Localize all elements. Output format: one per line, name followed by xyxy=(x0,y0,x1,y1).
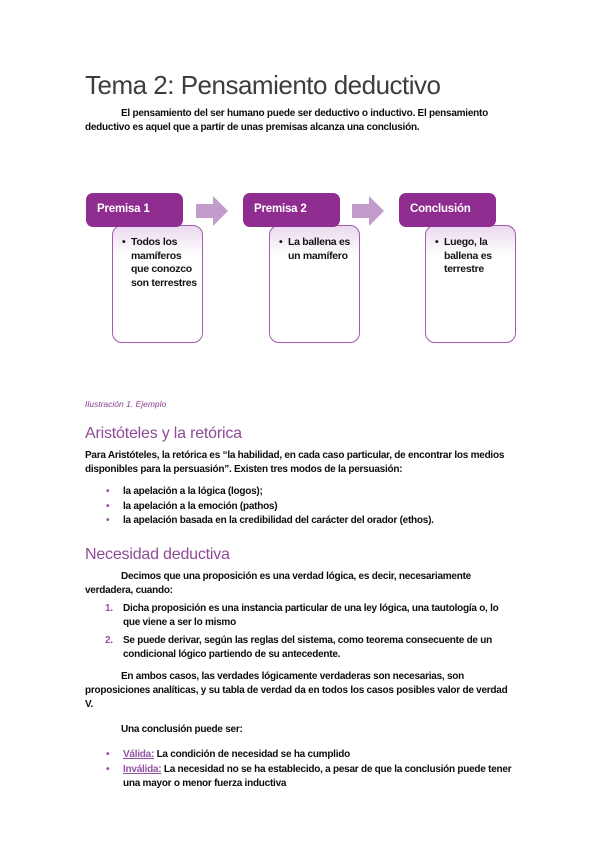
necesidad-paragraph-2: En ambos casos, las verdades lógicamente verdaderas son necesarias, son proposiciones analíticas, y su tabla de verdad da en todos los casos posibles valor de verdad V. xyxy=(85,671,508,710)
page-title: Tema 2: Pensamiento deductivo xyxy=(85,70,441,100)
list-item xyxy=(85,602,515,630)
bullet-icon: • xyxy=(106,486,110,497)
diagram-box-header: Conclusión xyxy=(399,193,496,227)
list-item xyxy=(85,514,515,528)
list-item xyxy=(85,634,515,662)
persuasion-bullet-list xyxy=(85,485,515,528)
valida-link[interactable]: Válida: xyxy=(123,749,155,760)
list-item-text: Se puede derivar, según las reglas del sistema, como teorema consecuente de un condicional lógico partiendo de su antecedente. xyxy=(123,635,492,660)
diagram-box-header: Premisa 2 xyxy=(243,193,340,227)
retorica-paragraph: Para Aristóteles, la retórica es “la habilidad, en cada caso particular, de encontrar los medios disponibles para la persuasión”. Existen tres modos de la persuasión: xyxy=(85,450,505,475)
list-item-text: la apelación a la emoción (pathos) xyxy=(123,500,278,512)
diagram-box-premisa-1 xyxy=(86,193,203,345)
bullet-icon: • xyxy=(106,515,110,526)
bullet-icon: • xyxy=(106,763,110,775)
diagram-box-text: • Todos los mamíferos que conozco son terrestres xyxy=(122,236,197,290)
list-item-text: la apelación a la lógica (logos); xyxy=(123,486,263,497)
diagram-box-premisa-2 xyxy=(243,193,360,345)
list-number: 2. xyxy=(105,635,113,646)
diagram-box-content xyxy=(269,225,360,343)
figure-caption: Ilustración 1. Ejemplo xyxy=(85,399,167,409)
list-item-text: Dicha proposición es una instancia particular de una ley lógica, una tautología o, lo que viene a ser lo mismo xyxy=(123,603,499,628)
list-item xyxy=(85,485,515,499)
right-arrow-icon xyxy=(196,196,228,226)
list-item xyxy=(85,763,515,791)
list-item-text: la apelación basada en la credibilidad del carácter del orador (ethos). xyxy=(123,515,434,526)
right-arrow-icon xyxy=(352,196,384,226)
necesidad-paragraph-3: Una conclusión puede ser: xyxy=(121,724,243,735)
diagram-box-header: Premisa 1 xyxy=(86,193,183,227)
intro-paragraph: El pensamiento del ser humano puede ser deductivo o inductivo. El pensamiento deductivo es aquel que a partir de unas premisas alcanza una conclusión. xyxy=(85,108,488,133)
list-item xyxy=(85,500,515,514)
section-heading-necesidad: Necesidad deductiva xyxy=(85,546,230,563)
invalida-link[interactable]: Inválida: xyxy=(123,763,162,775)
necesidad-numbered-list xyxy=(85,602,515,662)
bullet-icon: • xyxy=(106,500,110,512)
diagram-box-text: • Luego, la ballena es terrestre xyxy=(435,236,510,277)
list-number: 1. xyxy=(105,603,113,614)
diagram-box-content xyxy=(112,225,203,343)
diagram-box-conclusion xyxy=(399,193,516,345)
diagram-box-text: • La ballena es un mamífero xyxy=(279,236,354,263)
diagram-box-content xyxy=(425,225,516,343)
section-heading-retorica: Aristóteles y la retórica xyxy=(85,425,242,442)
list-item-text: La necesidad no se ha establecido, a pesar de que la conclusión puede tener una mayor o menor fuerza inductiva xyxy=(123,763,512,789)
necesidad-paragraph-1: Decimos que una proposición es una verdad lógica, es decir, necesariamente verdadera, cuando: xyxy=(85,571,471,596)
conclusion-types-list xyxy=(85,748,515,791)
smartart-diagram xyxy=(85,193,515,345)
list-item-text: La condición de necesidad se ha cumplido xyxy=(156,749,350,760)
list-item xyxy=(85,748,515,762)
bullet-icon: • xyxy=(106,749,110,760)
